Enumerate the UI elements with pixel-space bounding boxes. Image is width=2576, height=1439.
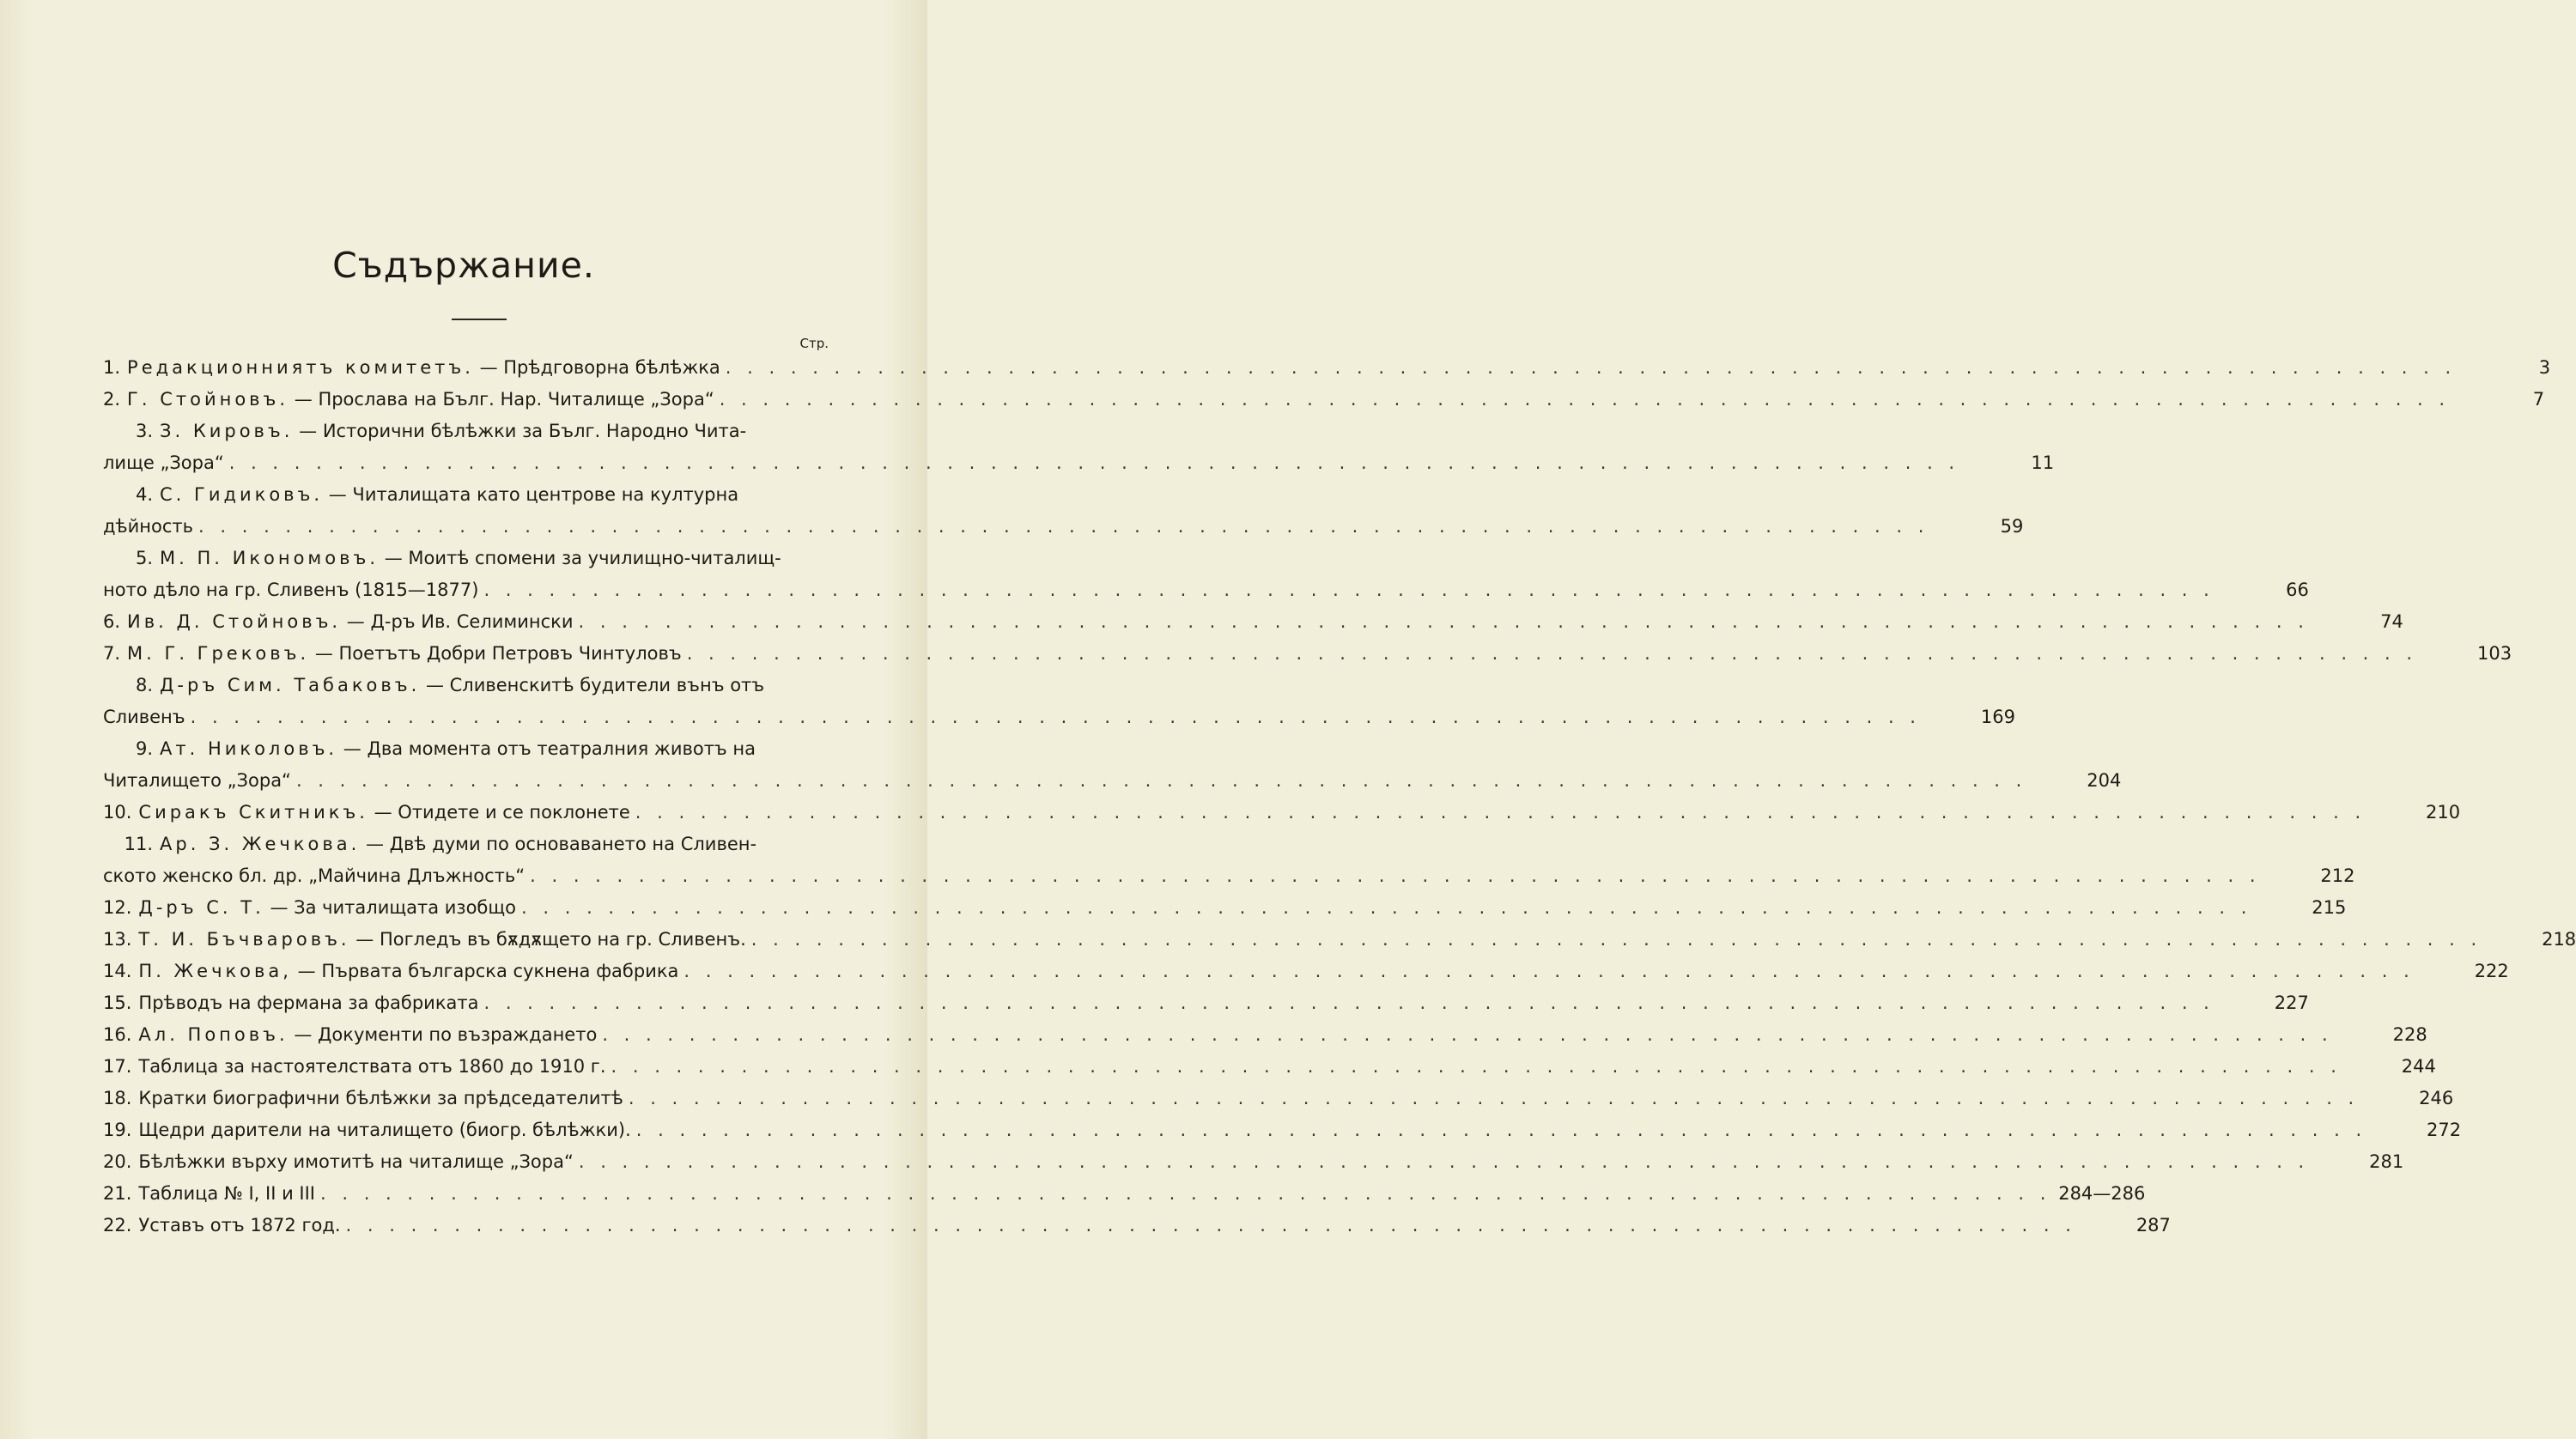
entry-author: Ал. Поповъ. <box>138 1024 289 1045</box>
entry-text: Редакционниятъ комитетъ. — Прѣдговорна бѣлѣжка <box>127 357 720 378</box>
toc-entry <box>103 543 2309 606</box>
entry-number: 18. <box>103 1088 132 1108</box>
entry-number: 6. <box>103 611 121 632</box>
dot-leader <box>516 892 2251 924</box>
entry-page-number: 204 <box>2087 770 2122 791</box>
entry-text: Читалището „Зора“ <box>103 770 291 791</box>
entry-text: Таблица за настоятелствата отъ 1860 до 1910 г. <box>138 1056 606 1077</box>
entry-text: лище „Зора“ <box>103 452 224 473</box>
entry-number: 5. <box>135 548 153 568</box>
page-title: Съдържание. <box>332 245 595 286</box>
toc-entry <box>103 1051 2436 1083</box>
toc-entry-line <box>103 733 833 765</box>
entry-page-number: 74 <box>2380 611 2403 632</box>
entry-text: Ат. Николовъ. — Два момента отъ театралния животъ на <box>160 738 756 759</box>
toc-entry <box>103 1178 2146 1210</box>
entry-page-number: 228 <box>2392 1024 2427 1045</box>
entry-page-number: 244 <box>2401 1056 2436 1077</box>
entry-page-number: 281 <box>2369 1151 2404 1172</box>
dot-leader <box>341 1210 2076 1242</box>
entry-author: Сиракъ Скитникъ. <box>138 802 368 823</box>
toc-entry <box>103 384 2545 416</box>
dot-leader <box>714 384 2450 416</box>
entry-number: 4. <box>135 484 153 505</box>
dot-leader <box>193 511 1929 543</box>
toc-entry-line <box>103 416 833 447</box>
entry-page-number: 222 <box>2474 961 2509 981</box>
toc-entry <box>103 1210 2171 1242</box>
entry-number: 7. <box>103 643 121 664</box>
entry-author: Д-ръ С. Т. <box>138 897 264 918</box>
dot-leader <box>631 1114 2366 1146</box>
entry-text: ното дѣло на гр. Сливенъ (1815—1877) <box>103 580 479 600</box>
toc-entry <box>103 1146 2404 1178</box>
entry-author: Ар. З. Жечкова. <box>160 834 361 854</box>
toc-entry-line <box>103 384 2545 416</box>
toc-entry-line <box>103 606 2403 638</box>
entry-page-number: 227 <box>2274 993 2309 1013</box>
entry-text: ското женско бл. др. „Майчина Длъжность“ <box>103 865 526 886</box>
entry-author: Ив. Д. Стойновъ. <box>127 611 342 632</box>
dot-leader <box>574 1146 2309 1178</box>
toc-entry-line <box>103 829 833 860</box>
toc-entry <box>103 924 2576 956</box>
toc-entry-line <box>103 765 2122 797</box>
entry-number: 15. <box>103 993 132 1013</box>
toc-entry <box>103 733 2122 797</box>
entry-text: Ал. Поповъ. — Документи по възраждането <box>138 1024 598 1045</box>
toc-entry-line <box>103 860 2355 892</box>
dot-leader <box>574 606 2309 638</box>
toc-entry <box>103 352 2551 384</box>
entry-text: Щедри дарители на читалището (биогр. бѣлѣжки). <box>138 1120 631 1140</box>
toc-entry-line <box>103 1210 2171 1242</box>
toc-entry <box>103 797 2461 829</box>
entry-page-number: 103 <box>2476 643 2512 664</box>
entry-page-number: 11 <box>2031 452 2055 473</box>
entry-number: 20. <box>103 1151 132 1172</box>
entry-text: дѣйность <box>103 516 194 537</box>
toc-entry-line <box>103 1083 2454 1114</box>
entry-text: Уставъ отъ 1872 год. <box>138 1215 341 1236</box>
entry-author: М. Г. Грековъ. <box>127 643 310 664</box>
entry-text: Г. Стойновъ. — Прослава на Бълг. Нар. Читалище „Зора“ <box>127 389 714 410</box>
dot-leader <box>623 1083 2359 1114</box>
table-of-contents <box>103 352 2576 1242</box>
toc-entry-line <box>103 1051 2436 1083</box>
toc-entry-line <box>103 1146 2404 1178</box>
toc-entry-line <box>103 352 2551 384</box>
dot-leader <box>720 352 2456 384</box>
entry-number: 13. <box>103 929 132 950</box>
entry-text: Т. И. Бъчваровъ. — Погледъ въ бѫдѫщето на гр. Сливенъ. <box>138 929 746 950</box>
toc-entry <box>103 670 2015 733</box>
toc-entry-line <box>103 924 2576 956</box>
entry-text: Кратки биографични бѣлѣжки за прѣдседателитѣ <box>138 1088 623 1108</box>
toc-entry <box>103 956 2509 987</box>
entry-number: 22. <box>103 1215 132 1236</box>
entry-number: 11. <box>124 834 153 854</box>
entry-author: З. Кировъ. <box>160 421 294 441</box>
entry-number: 8. <box>135 675 153 695</box>
entry-text: Ар. З. Жечкова. — Двѣ думи по основаването на Сливен- <box>160 834 757 854</box>
dot-leader <box>315 1178 2050 1210</box>
entry-number: 17. <box>103 1056 132 1077</box>
entry-number: 21. <box>103 1183 132 1204</box>
toc-entry-line <box>103 987 2309 1019</box>
toc-entry-line <box>103 1178 2146 1210</box>
entry-page-number: 284—286 <box>2058 1183 2146 1204</box>
toc-entry-line <box>103 797 2461 829</box>
entry-page-number: 215 <box>2312 897 2347 918</box>
entry-author: П. Жечкова, <box>138 961 292 981</box>
dot-leader <box>678 956 2414 987</box>
toc-entry-line <box>103 892 2347 924</box>
dot-leader <box>525 860 2260 892</box>
entry-author: Т. И. Бъчваровъ. <box>138 929 350 950</box>
entry-text: Прѣводъ на фермана за фабриката <box>138 993 479 1013</box>
dot-leader <box>746 924 2482 956</box>
entry-text: П. Жечкова, — Първата българска сукнена фабрика <box>138 961 679 981</box>
toc-entry <box>103 606 2403 638</box>
dot-leader <box>478 574 2214 606</box>
entry-author: М. П. Икономовъ. <box>160 548 380 568</box>
entry-number: 1. <box>103 357 121 378</box>
toc-entry <box>103 987 2309 1019</box>
entry-number: 3. <box>135 421 153 441</box>
dot-leader <box>682 638 2417 670</box>
entry-page-number: 7 <box>2532 389 2545 410</box>
toc-entry <box>103 1114 2462 1146</box>
entry-page-number: 210 <box>2426 802 2461 823</box>
page-column-header: Стр. <box>799 336 829 351</box>
entry-text: С. Гидиковъ. — Читалищата като центрове на културна <box>160 484 739 505</box>
entry-text: Д-ръ Сим. Табаковъ. — Сливенскитѣ будители вънъ отъ <box>160 675 765 695</box>
toc-entry-line <box>103 670 833 701</box>
entry-page-number: 218 <box>2542 929 2576 950</box>
entry-text: Сиракъ Скитникъ. — Отидете и се поклонете <box>138 802 630 823</box>
entry-text: Сливенъ <box>103 707 185 727</box>
entry-number: 19. <box>103 1120 132 1140</box>
toc-entry-line <box>103 543 833 574</box>
entry-page-number: 169 <box>1980 707 2015 727</box>
entry-page-number: 246 <box>2419 1088 2454 1108</box>
dot-leader <box>478 987 2214 1019</box>
toc-entry-line <box>103 511 2024 543</box>
entry-page-number: 212 <box>2320 865 2355 886</box>
toc-entry-line <box>103 638 2512 670</box>
entry-text: М. Г. Грековъ. — Поетътъ Добри Петровъ Чинтуловъ <box>127 643 682 664</box>
entry-text: Ив. Д. Стойновъ. — Д-ръ Ив. Селимински <box>127 611 574 632</box>
toc-entry-line <box>103 574 2309 606</box>
entry-text: Бѣлѣжки върху имотитѣ на читалище „Зора“ <box>138 1151 574 1172</box>
entry-text: Д-ръ С. Т. — За читалищата изобщо <box>138 897 517 918</box>
entry-page-number: 66 <box>2286 580 2309 600</box>
entry-number: 16. <box>103 1024 132 1045</box>
toc-entry <box>103 479 2024 543</box>
entry-number: 14. <box>103 961 132 981</box>
entry-page-number: 287 <box>2136 1215 2171 1236</box>
dot-leader <box>630 797 2366 829</box>
entry-number: 2. <box>103 389 121 410</box>
toc-entry <box>103 1019 2427 1051</box>
dot-leader <box>291 765 2026 797</box>
entry-text: М. П. Икономовъ. — Моитѣ спомени за училищно-читалищ- <box>160 548 781 568</box>
entry-author: Ат. Николовъ. <box>160 738 338 759</box>
toc-entry-line <box>103 956 2509 987</box>
dot-leader <box>606 1051 2342 1083</box>
entry-page-number: 3 <box>2538 357 2551 378</box>
toc-entry <box>103 638 2512 670</box>
toc-entry <box>103 892 2347 924</box>
entry-number: 9. <box>135 738 153 759</box>
entry-author: Д-ръ Сим. Табаковъ. <box>160 675 421 695</box>
entry-page-number: 59 <box>2000 516 2024 537</box>
dot-leader <box>597 1019 2332 1051</box>
toc-entry-line <box>103 1114 2462 1146</box>
entry-number: 10. <box>103 802 132 823</box>
toc-entry-line <box>103 1019 2427 1051</box>
toc-entry <box>103 1083 2454 1114</box>
toc-entry <box>103 416 2055 479</box>
entry-number: 12. <box>103 897 132 918</box>
dot-leader <box>224 447 1959 479</box>
entry-text: З. Кировъ. — Исторични бѣлѣжки за Бълг. Народно Чита- <box>160 421 747 441</box>
entry-text: Таблица № I, II и III <box>138 1183 315 1204</box>
toc-entry-line <box>103 447 2055 479</box>
title-divider <box>452 319 507 320</box>
toc-entry <box>103 829 2355 892</box>
toc-entry-line <box>103 479 833 511</box>
entry-author: С. Гидиковъ. <box>160 484 324 505</box>
dot-leader <box>185 701 1921 733</box>
entry-author: Г. Стойновъ. <box>127 389 289 410</box>
entry-page-number: 272 <box>2427 1120 2462 1140</box>
toc-entry-line <box>103 701 2015 733</box>
entry-author: Редакционниятъ комитетъ. <box>127 357 474 378</box>
